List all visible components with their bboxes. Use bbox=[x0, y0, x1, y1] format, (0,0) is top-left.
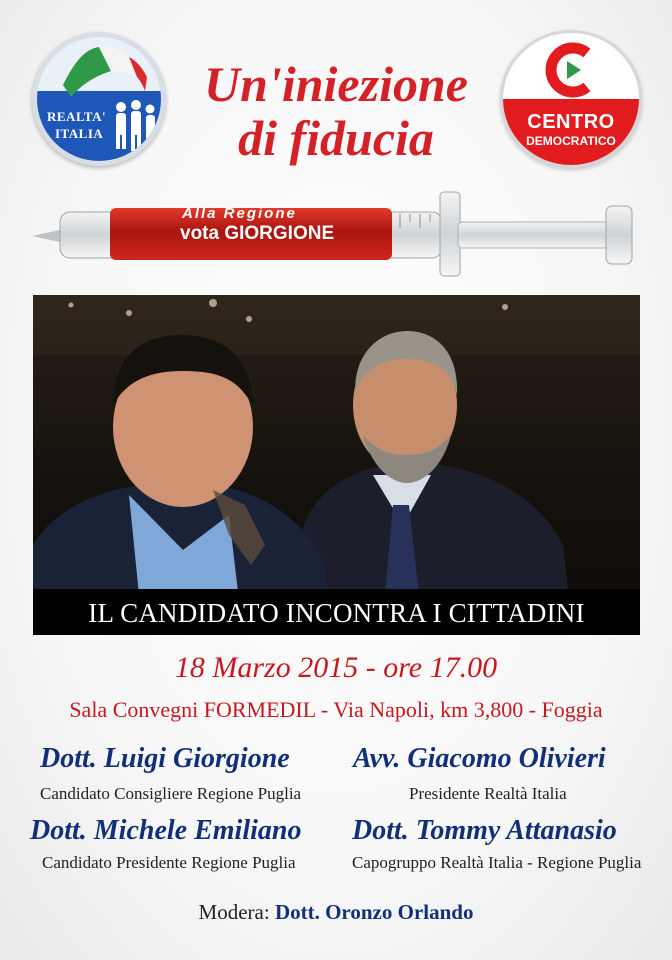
candidates-photo bbox=[33, 295, 640, 635]
speaker-name: Dott. Michele Emiliano bbox=[30, 815, 302, 846]
speaker-name: Avv. Giacomo Olivieri bbox=[353, 743, 606, 774]
moderator-line bbox=[0, 900, 672, 925]
realta-italia-logo bbox=[32, 32, 166, 166]
people-silhouette-icon bbox=[109, 97, 159, 153]
logo-left-line1: REALTA' bbox=[47, 109, 107, 124]
centro-democratico-logo bbox=[500, 30, 642, 168]
syringe-label-line1: Alla Regione bbox=[182, 205, 297, 222]
photo-banner: IL CANDIDATO INCONTRA I CITTADINI bbox=[33, 589, 640, 635]
speaker-name: Dott. Luigi Giorgione bbox=[40, 743, 290, 774]
speaker-role: Candidato Presidente Regione Puglia bbox=[42, 853, 296, 872]
event-venue: Sala Convegni FORMEDIL - Via Napoli, km 3,800 - Foggia bbox=[69, 697, 603, 722]
logo-left-line2: ITALIA bbox=[55, 126, 104, 141]
syringe-illustration bbox=[30, 188, 644, 280]
italian-flag-icon bbox=[59, 41, 149, 101]
event-date: 18 Marzo 2015 - ore 17.00 bbox=[174, 651, 498, 684]
moderator-name: Dott. Oronzo Orlando bbox=[274, 900, 474, 924]
logo-right-line1: CENTRO bbox=[527, 111, 615, 133]
logo-right-line2: DEMOCRATICO bbox=[526, 134, 616, 148]
headline-line2: di fiducia bbox=[238, 110, 434, 166]
speaker-name: Dott. Tommy Attanasio bbox=[352, 815, 617, 846]
c-letter-icon bbox=[541, 39, 603, 101]
speaker-role: Capogruppo Realtà Italia - Regione Puglia bbox=[352, 853, 642, 872]
speaker-role: Candidato Consigliere Regione Puglia bbox=[40, 784, 302, 803]
moderator-label: Modera: bbox=[198, 900, 270, 924]
headline-line1: Un'iniezione bbox=[204, 56, 468, 112]
photo-illustration bbox=[33, 295, 640, 635]
speaker-role: Presidente Realtà Italia bbox=[409, 784, 567, 803]
syringe-label-line2: vota GIORGIONE bbox=[180, 223, 335, 244]
